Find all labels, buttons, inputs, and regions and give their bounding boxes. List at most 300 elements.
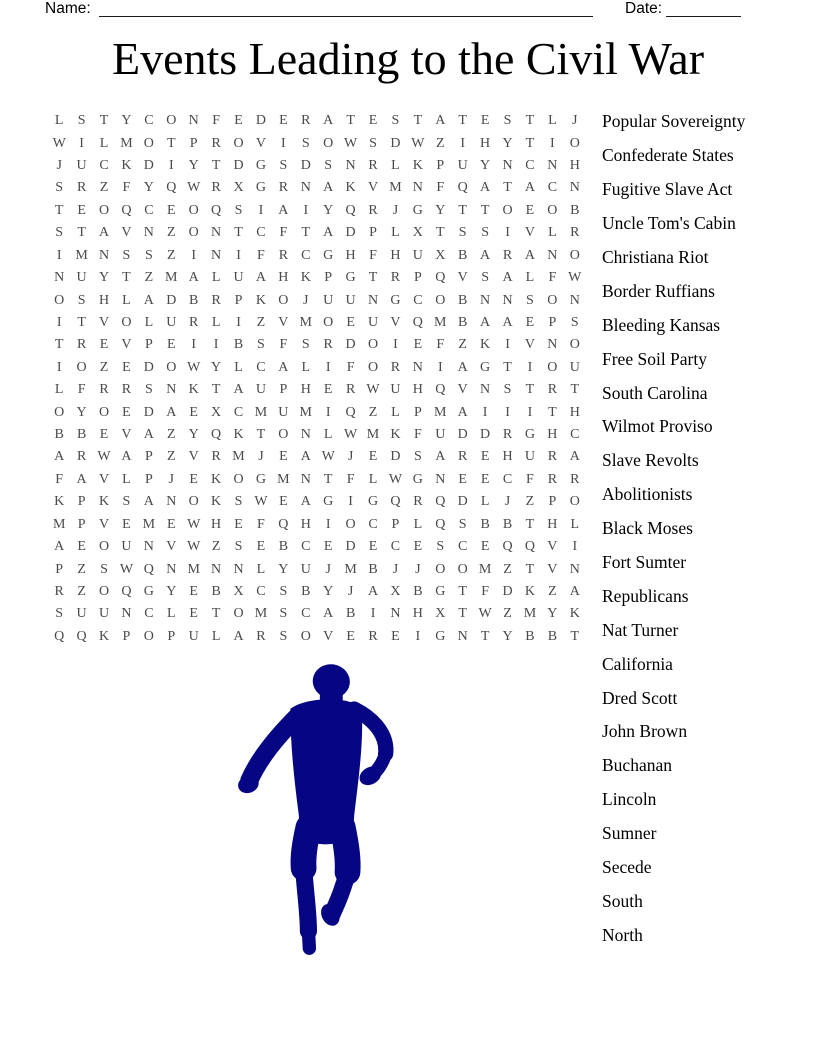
grid-cell[interactable]: S	[526, 292, 534, 308]
grid-cell[interactable]: R	[323, 337, 333, 353]
grid-cell[interactable]: K	[480, 337, 491, 353]
grid-cell[interactable]: R	[211, 449, 221, 465]
grid-cell[interactable]: Z	[436, 135, 445, 151]
grid-cell[interactable]: J	[303, 292, 309, 308]
grid-cell[interactable]: W	[344, 427, 358, 443]
grid-cell[interactable]: Y	[323, 583, 334, 599]
grid-cell[interactable]: O	[98, 539, 110, 555]
grid-cell[interactable]: L	[413, 516, 423, 532]
grid-cell[interactable]: O	[54, 404, 65, 420]
grid-cell[interactable]: U	[233, 270, 244, 286]
grid-cell[interactable]: T	[99, 113, 109, 129]
grid-cell[interactable]: Z	[167, 449, 176, 465]
grid-cell[interactable]: L	[391, 158, 400, 174]
grid-cell[interactable]: T	[323, 471, 333, 487]
grid-cell[interactable]: N	[345, 158, 356, 174]
grid-cell[interactable]: T	[167, 135, 176, 151]
grid-cell[interactable]: D	[255, 113, 266, 129]
grid-cell[interactable]: O	[166, 113, 177, 129]
grid-cell[interactable]: L	[301, 359, 311, 375]
grid-cell[interactable]: A	[278, 359, 289, 375]
grid-cell[interactable]: O	[98, 404, 110, 420]
grid-cell[interactable]: E	[99, 337, 109, 353]
grid-cell[interactable]: L	[122, 292, 131, 308]
grid-cell[interactable]: H	[412, 606, 423, 622]
grid-cell[interactable]: E	[77, 202, 86, 218]
grid-cell[interactable]: M	[366, 427, 380, 443]
grid-cell[interactable]: V	[188, 449, 199, 465]
grid-cell[interactable]: C	[301, 247, 311, 263]
grid-cell[interactable]: Y	[547, 606, 558, 622]
grid-cell[interactable]: R	[368, 628, 378, 644]
grid-cell[interactable]: I	[168, 158, 174, 174]
grid-cell[interactable]: R	[547, 471, 558, 487]
grid-cell[interactable]: S	[481, 225, 490, 241]
grid-cell[interactable]: O	[569, 494, 580, 510]
grid-cell[interactable]: O	[143, 135, 154, 151]
grid-cell[interactable]: A	[278, 202, 289, 218]
grid-cell[interactable]: C	[99, 158, 109, 174]
grid-cell[interactable]: F	[279, 225, 288, 241]
grid-cell[interactable]: I	[56, 247, 62, 263]
grid-cell[interactable]: N	[188, 113, 199, 129]
grid-cell[interactable]: H	[569, 158, 580, 174]
grid-cell[interactable]: P	[144, 471, 153, 487]
grid-cell[interactable]: N	[143, 539, 154, 555]
grid-cell[interactable]: K	[211, 494, 222, 510]
grid-cell[interactable]: I	[191, 247, 197, 263]
grid-cell[interactable]: O	[76, 359, 87, 375]
grid-cell[interactable]: P	[167, 628, 176, 644]
grid-cell[interactable]: I	[79, 135, 84, 151]
grid-cell[interactable]: R	[211, 180, 221, 196]
grid-cell[interactable]: L	[54, 113, 64, 129]
grid-cell[interactable]: V	[255, 135, 266, 151]
grid-cell[interactable]: B	[480, 516, 490, 532]
grid-cell[interactable]: I	[505, 225, 510, 241]
grid-cell[interactable]: P	[189, 135, 198, 151]
grid-cell[interactable]: Q	[54, 628, 65, 644]
grid-cell[interactable]: K	[98, 628, 110, 644]
grid-cell[interactable]: W	[52, 135, 66, 151]
grid-cell[interactable]: Y	[502, 135, 513, 151]
grid-cell[interactable]: A	[255, 270, 266, 286]
grid-cell[interactable]: O	[233, 135, 244, 151]
grid-cell[interactable]: A	[98, 225, 110, 241]
grid-cell[interactable]: G	[435, 628, 446, 644]
grid-cell[interactable]: N	[300, 180, 311, 196]
grid-cell[interactable]: R	[570, 471, 580, 487]
grid-cell[interactable]: V	[121, 225, 132, 241]
grid-cell[interactable]: N	[435, 471, 446, 487]
grid-cell[interactable]: Q	[211, 202, 222, 218]
grid-cell[interactable]: H	[300, 516, 311, 532]
grid-cell[interactable]: R	[256, 628, 266, 644]
grid-cell[interactable]: D	[143, 359, 154, 375]
grid-cell[interactable]: F	[346, 359, 355, 375]
grid-cell[interactable]: F	[369, 247, 377, 263]
grid-cell[interactable]: M	[299, 404, 312, 420]
grid-cell[interactable]: Q	[345, 404, 356, 420]
grid-cell[interactable]: Y	[98, 270, 110, 286]
grid-cell[interactable]: S	[279, 606, 288, 622]
grid-cell[interactable]: P	[122, 628, 131, 644]
grid-cell[interactable]: E	[368, 449, 378, 465]
grid-cell[interactable]: I	[460, 135, 466, 151]
grid-cell[interactable]: W	[321, 449, 335, 465]
grid-cell[interactable]: D	[457, 494, 468, 510]
grid-cell[interactable]: W	[411, 135, 425, 151]
grid-cell[interactable]: H	[300, 382, 311, 398]
grid-cell[interactable]: J	[415, 561, 421, 577]
grid-cell[interactable]: S	[100, 561, 108, 577]
grid-cell[interactable]: X	[412, 225, 423, 241]
grid-cell[interactable]: N	[54, 270, 65, 286]
grid-cell[interactable]: N	[412, 359, 423, 375]
grid-cell[interactable]: C	[256, 583, 266, 599]
grid-cell[interactable]: O	[569, 135, 580, 151]
grid-cell[interactable]: M	[299, 314, 312, 330]
grid-cell[interactable]: L	[480, 494, 490, 510]
grid-cell[interactable]: C	[256, 359, 266, 375]
grid-cell[interactable]: I	[415, 628, 421, 644]
grid-cell[interactable]: R	[278, 180, 289, 196]
grid-cell[interactable]: O	[323, 314, 334, 330]
grid-cell[interactable]: J	[347, 583, 354, 599]
grid-cell[interactable]: A	[54, 539, 65, 555]
grid-cell[interactable]: W	[568, 270, 582, 286]
grid-cell[interactable]: P	[144, 449, 153, 465]
grid-cell[interactable]: U	[166, 314, 177, 330]
grid-cell[interactable]: Z	[77, 583, 86, 599]
grid-cell[interactable]: W	[366, 382, 380, 398]
grid-cell[interactable]: S	[279, 158, 288, 174]
grid-cell[interactable]: S	[77, 292, 86, 308]
grid-cell[interactable]: J	[325, 561, 331, 577]
grid-cell[interactable]: N	[502, 158, 513, 174]
grid-cell[interactable]: A	[121, 449, 132, 465]
grid-cell[interactable]: E	[279, 449, 288, 465]
grid-cell[interactable]: D	[390, 135, 401, 151]
grid-cell[interactable]: K	[98, 494, 110, 510]
grid-cell[interactable]: J	[572, 113, 578, 129]
grid-cell[interactable]: U	[121, 539, 132, 555]
grid-cell[interactable]: N	[211, 247, 222, 263]
grid-cell[interactable]: I	[550, 135, 555, 151]
grid-cell[interactable]: A	[323, 180, 334, 196]
grid-cell[interactable]: E	[323, 539, 333, 555]
grid-cell[interactable]: V	[98, 471, 110, 487]
grid-cell[interactable]: P	[144, 337, 153, 353]
grid-cell[interactable]: B	[458, 247, 468, 263]
grid-cell[interactable]: C	[144, 113, 154, 129]
grid-cell[interactable]: K	[300, 270, 311, 286]
grid-cell[interactable]: J	[504, 494, 511, 510]
grid-cell[interactable]: D	[345, 337, 356, 353]
grid-cell[interactable]: L	[122, 471, 131, 487]
grid-cell[interactable]: Z	[99, 359, 109, 375]
grid-cell[interactable]: U	[435, 427, 446, 443]
grid-cell[interactable]: G	[524, 427, 535, 443]
grid-cell[interactable]: F	[548, 270, 557, 286]
grid-cell[interactable]: T	[301, 225, 311, 241]
grid-cell[interactable]: V	[98, 516, 110, 532]
grid-cell[interactable]: X	[390, 583, 401, 599]
grid-cell[interactable]: N	[569, 180, 580, 196]
grid-cell[interactable]: F	[212, 113, 221, 129]
grid-cell[interactable]: R	[301, 113, 311, 129]
grid-cell[interactable]: Q	[390, 494, 401, 510]
grid-cell[interactable]: F	[481, 583, 490, 599]
grid-cell[interactable]: U	[412, 247, 423, 263]
grid-cell[interactable]: G	[435, 583, 446, 599]
grid-cell[interactable]: L	[548, 113, 557, 129]
grid-cell[interactable]: B	[502, 516, 513, 532]
grid-cell[interactable]: Y	[166, 583, 177, 599]
grid-cell[interactable]: T	[54, 337, 64, 353]
grid-cell[interactable]: N	[166, 382, 177, 398]
grid-cell[interactable]: N	[457, 628, 468, 644]
grid-cell[interactable]: B	[413, 583, 423, 599]
grid-cell[interactable]: Z	[503, 561, 512, 577]
grid-cell[interactable]: M	[434, 314, 447, 330]
grid-cell[interactable]: G	[143, 583, 154, 599]
grid-cell[interactable]: P	[77, 516, 86, 532]
grid-cell[interactable]: O	[121, 314, 132, 330]
grid-cell[interactable]: A	[300, 494, 311, 510]
grid-cell[interactable]: N	[367, 292, 379, 308]
grid-cell[interactable]: O	[547, 202, 558, 218]
grid-cell[interactable]: N	[300, 427, 311, 443]
grid-cell[interactable]: W	[187, 539, 201, 555]
grid-cell[interactable]: L	[211, 628, 221, 644]
grid-cell[interactable]: M	[344, 561, 357, 577]
grid-cell[interactable]: E	[279, 113, 288, 129]
grid-cell[interactable]: R	[76, 180, 87, 196]
grid-cell[interactable]: T	[234, 225, 243, 241]
grid-cell[interactable]: B	[278, 539, 289, 555]
grid-cell[interactable]: E	[99, 427, 109, 443]
grid-cell[interactable]: P	[548, 494, 557, 510]
grid-cell[interactable]: P	[279, 382, 288, 398]
grid-cell[interactable]: B	[458, 314, 468, 330]
grid-cell[interactable]: O	[547, 292, 558, 308]
grid-cell[interactable]: R	[502, 247, 513, 263]
grid-cell[interactable]: V	[547, 539, 558, 555]
grid-cell[interactable]: T	[503, 180, 512, 196]
grid-cell[interactable]: B	[189, 292, 199, 308]
grid-cell[interactable]: G	[255, 158, 266, 174]
grid-cell[interactable]: O	[233, 606, 244, 622]
grid-cell[interactable]: Q	[435, 382, 446, 398]
grid-cell[interactable]: D	[345, 225, 356, 241]
grid-cell[interactable]: A	[323, 606, 334, 622]
grid-cell[interactable]: C	[144, 202, 154, 218]
grid-cell[interactable]: T	[503, 359, 512, 375]
grid-cell[interactable]: T	[413, 113, 423, 129]
grid-cell[interactable]: Z	[167, 427, 176, 443]
grid-cell[interactable]: Q	[211, 427, 222, 443]
grid-cell[interactable]: R	[189, 314, 199, 330]
grid-cell[interactable]: O	[457, 561, 468, 577]
grid-cell[interactable]: M	[434, 404, 447, 420]
grid-cell[interactable]: G	[323, 494, 334, 510]
grid-cell[interactable]: B	[345, 606, 356, 622]
grid-cell[interactable]: V	[323, 628, 334, 644]
grid-cell[interactable]: O	[98, 583, 110, 599]
grid-cell[interactable]: Z	[99, 180, 109, 196]
grid-cell[interactable]: Q	[435, 494, 446, 510]
grid-cell[interactable]: A	[457, 359, 468, 375]
grid-cell[interactable]: S	[391, 113, 400, 129]
grid-cell[interactable]: K	[255, 292, 266, 308]
grid-cell[interactable]: O	[367, 359, 379, 375]
grid-cell[interactable]: S	[301, 337, 310, 353]
grid-cell[interactable]: J	[168, 471, 174, 487]
grid-cell[interactable]: G	[390, 292, 401, 308]
grid-cell[interactable]: V	[121, 337, 132, 353]
grid-cell[interactable]: A	[233, 382, 244, 398]
grid-cell[interactable]: R	[390, 359, 401, 375]
grid-cell[interactable]: H	[98, 292, 110, 308]
grid-cell[interactable]: V	[457, 270, 468, 286]
grid-cell[interactable]: R	[121, 382, 132, 398]
grid-cell[interactable]: P	[413, 404, 422, 420]
grid-cell[interactable]: I	[191, 337, 197, 353]
grid-cell[interactable]: Z	[368, 404, 378, 420]
grid-cell[interactable]: G	[412, 202, 423, 218]
grid-cell[interactable]: O	[166, 359, 177, 375]
grid-cell[interactable]: A	[524, 247, 535, 263]
grid-cell[interactable]: X	[233, 180, 244, 196]
grid-cell[interactable]: I	[505, 404, 510, 420]
grid-cell[interactable]: Z	[167, 247, 176, 263]
grid-cell[interactable]: A	[435, 449, 446, 465]
grid-cell[interactable]: D	[166, 292, 177, 308]
grid-cell[interactable]: O	[569, 247, 580, 263]
grid-cell[interactable]: H	[547, 516, 558, 532]
grid-cell[interactable]: S	[234, 539, 243, 555]
grid-cell[interactable]: J	[392, 561, 399, 577]
grid-cell[interactable]: K	[412, 158, 423, 174]
grid-cell[interactable]: D	[457, 427, 468, 443]
grid-cell[interactable]: J	[56, 158, 62, 174]
grid-cell[interactable]: L	[99, 135, 109, 151]
grid-cell[interactable]: N	[211, 561, 222, 577]
grid-cell[interactable]: W	[388, 471, 403, 487]
grid-cell[interactable]: Q	[278, 516, 289, 532]
grid-cell[interactable]: P	[324, 270, 333, 286]
grid-cell[interactable]: I	[348, 494, 353, 510]
grid-cell[interactable]: M	[254, 404, 268, 420]
grid-cell[interactable]: M	[523, 606, 537, 622]
grid-cell[interactable]: T	[256, 427, 266, 443]
grid-cell[interactable]: U	[367, 314, 379, 330]
grid-cell[interactable]: B	[547, 628, 558, 644]
grid-cell[interactable]: S	[234, 494, 243, 510]
grid-cell[interactable]: S	[55, 180, 64, 196]
grid-cell[interactable]: U	[98, 606, 110, 622]
grid-cell[interactable]: T	[122, 270, 131, 286]
grid-cell[interactable]: C	[525, 158, 535, 174]
grid-cell[interactable]: S	[55, 606, 64, 622]
grid-cell[interactable]: A	[524, 180, 535, 196]
grid-cell[interactable]: E	[189, 404, 198, 420]
grid-cell[interactable]: S	[257, 337, 265, 353]
grid-cell[interactable]: U	[278, 404, 289, 420]
grid-cell[interactable]: H	[502, 449, 513, 465]
grid-cell[interactable]: S	[570, 314, 579, 330]
grid-cell[interactable]: K	[390, 427, 401, 443]
grid-cell[interactable]: G	[412, 471, 423, 487]
grid-cell[interactable]: N	[412, 180, 423, 196]
grid-cell[interactable]: G	[255, 471, 266, 487]
grid-cell[interactable]: W	[97, 449, 111, 465]
grid-cell[interactable]: S	[458, 516, 467, 532]
grid-cell[interactable]: A	[188, 270, 199, 286]
grid-cell[interactable]: Y	[211, 359, 222, 375]
grid-cell[interactable]: C	[413, 292, 423, 308]
grid-cell[interactable]: N	[502, 292, 513, 308]
grid-cell[interactable]: N	[121, 606, 132, 622]
grid-cell[interactable]: L	[570, 516, 580, 532]
grid-cell[interactable]: X	[211, 404, 222, 420]
grid-cell[interactable]: K	[54, 494, 65, 510]
grid-cell[interactable]: E	[167, 516, 176, 532]
grid-cell[interactable]: K	[345, 180, 356, 196]
grid-cell[interactable]: T	[211, 158, 221, 174]
grid-cell[interactable]: L	[368, 471, 378, 487]
grid-cell[interactable]: S	[122, 247, 131, 263]
grid-cell[interactable]: G	[255, 180, 266, 196]
grid-cell[interactable]: Q	[76, 628, 87, 644]
grid-cell[interactable]: S	[481, 270, 490, 286]
grid-cell[interactable]: K	[233, 427, 244, 443]
grid-cell[interactable]: D	[143, 404, 154, 420]
grid-cell[interactable]: F	[526, 471, 534, 487]
grid-cell[interactable]: K	[188, 382, 199, 398]
grid-cell[interactable]: U	[255, 382, 266, 398]
grid-cell[interactable]: O	[278, 292, 289, 308]
grid-cell[interactable]: G	[345, 270, 356, 286]
grid-cell[interactable]: I	[527, 359, 533, 375]
grid-cell[interactable]: Q	[345, 202, 356, 218]
grid-cell[interactable]: E	[122, 404, 131, 420]
grid-cell[interactable]: T	[525, 382, 535, 398]
grid-cell[interactable]: I	[236, 247, 241, 263]
grid-cell[interactable]: T	[525, 561, 535, 577]
grid-cell[interactable]: B	[525, 628, 535, 644]
grid-cell[interactable]: L	[144, 314, 154, 330]
grid-cell[interactable]: N	[98, 247, 110, 263]
grid-cell[interactable]: P	[77, 494, 86, 510]
grid-cell[interactable]: N	[480, 292, 491, 308]
grid-cell[interactable]: P	[55, 561, 64, 577]
grid-cell[interactable]: I	[370, 606, 376, 622]
grid-cell[interactable]: B	[570, 202, 580, 218]
grid-cell[interactable]: N	[233, 561, 244, 577]
grid-cell[interactable]: U	[76, 270, 87, 286]
grid-cell[interactable]: Y	[188, 158, 199, 174]
grid-cell[interactable]: R	[502, 427, 513, 443]
grid-cell[interactable]: L	[323, 427, 333, 443]
grid-cell[interactable]: L	[391, 225, 400, 241]
grid-cell[interactable]: D	[345, 539, 356, 555]
grid-cell[interactable]: T	[211, 606, 221, 622]
grid-cell[interactable]: C	[390, 539, 401, 555]
grid-cell[interactable]: E	[480, 113, 490, 129]
grid-cell[interactable]: E	[391, 628, 400, 644]
